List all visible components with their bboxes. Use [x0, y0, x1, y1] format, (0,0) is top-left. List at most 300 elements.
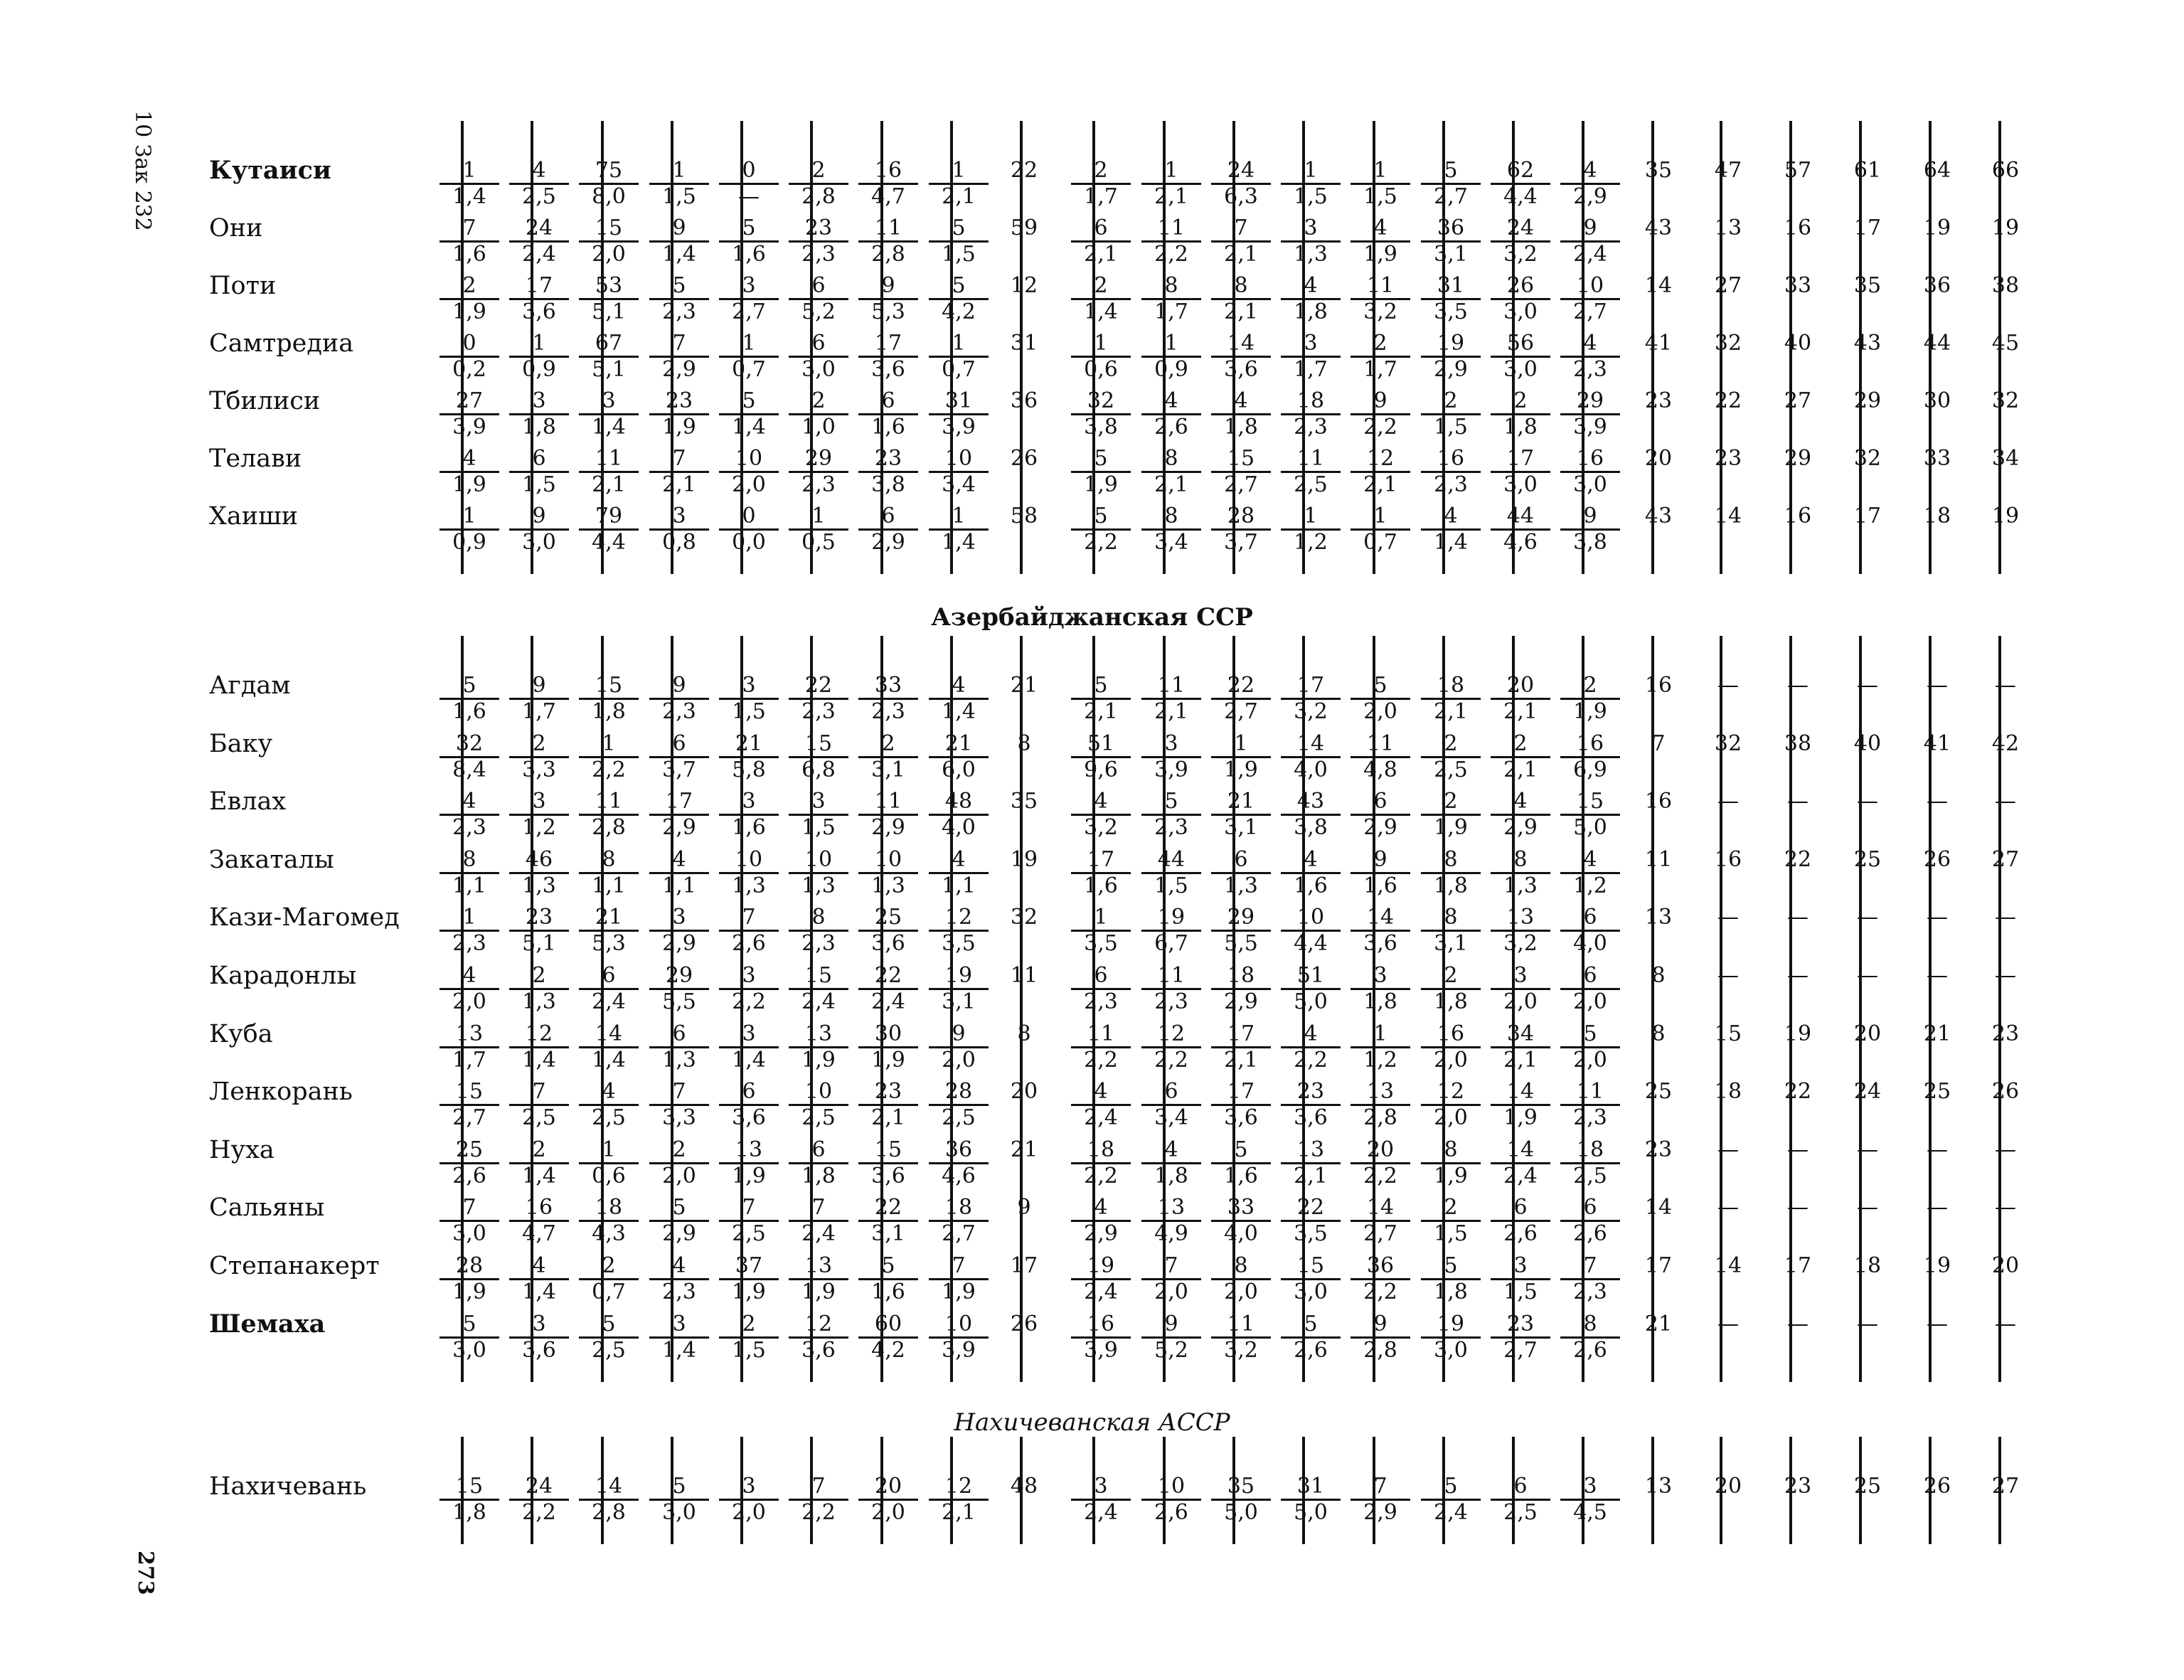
- table-cell: 29: [1784, 446, 1812, 471]
- cell-denominator: 1,4: [649, 1336, 709, 1364]
- fraction-cell: [509, 1080, 569, 1132]
- cell-numerator: 1: [602, 1137, 616, 1162]
- table-cell: —: [1995, 963, 2016, 988]
- cell-denominator: 2,6: [1141, 413, 1201, 441]
- fraction-cell: [1560, 964, 1620, 1016]
- cell-numerator: 19: [944, 963, 973, 988]
- fraction-cell: [1351, 274, 1410, 326]
- cell-numerator: 5: [1444, 1253, 1458, 1278]
- cell-numerator: 1: [952, 331, 966, 356]
- cell-numerator: 36: [1366, 1253, 1395, 1278]
- fraction-cell: [579, 1022, 639, 1074]
- fraction-cell: [1560, 331, 1620, 383]
- cell-numerator: 18: [1227, 963, 1255, 988]
- cell-denominator: 0,7: [719, 356, 779, 383]
- cell-denominator: 4,9: [1141, 1220, 1201, 1248]
- fraction-cell: [440, 216, 499, 268]
- fraction-cell: [440, 905, 499, 957]
- cell-numerator: 12: [944, 905, 973, 930]
- cell-numerator: 3: [742, 673, 756, 698]
- cell-denominator: 2,4: [1560, 240, 1620, 268]
- fraction-cell: [1421, 1080, 1481, 1132]
- fraction-cell: [1281, 905, 1341, 957]
- fraction-cell: [1281, 504, 1341, 556]
- cell-numerator: 10: [944, 446, 973, 471]
- cell-denominator: 2,3: [649, 298, 709, 326]
- fraction-cell: [1071, 732, 1131, 784]
- cell-numerator: 4: [1164, 1137, 1178, 1162]
- cell-numerator: 9: [672, 673, 686, 698]
- fraction-cell: [929, 1254, 989, 1306]
- cell-denominator: 2,5: [789, 1104, 848, 1132]
- cell-numerator: 10: [735, 446, 763, 471]
- cell-numerator: 29: [804, 446, 833, 471]
- cell-denominator: 3,7: [1211, 528, 1271, 556]
- fraction-cell: [1281, 389, 1341, 441]
- cell-numerator: 32: [1087, 388, 1115, 413]
- fraction-cell: [858, 732, 918, 784]
- cell-denominator: 1,9: [789, 1278, 848, 1306]
- fraction-cell: [649, 674, 709, 725]
- fraction-cell: [509, 674, 569, 725]
- fraction-cell: [1281, 159, 1341, 211]
- fraction-cell: [1281, 732, 1341, 784]
- cell-numerator: 4: [1513, 789, 1528, 814]
- cell-denominator: 2,1: [1141, 183, 1201, 211]
- cell-denominator: 3,0: [649, 1499, 709, 1526]
- cell-numerator: 20: [874, 1474, 902, 1499]
- fraction-cell: [1281, 1138, 1341, 1190]
- cell-numerator: 1: [1304, 504, 1318, 528]
- fraction-cell: [858, 159, 918, 211]
- fraction-cell: [649, 1080, 709, 1132]
- cell-denominator: 2,2: [1141, 1046, 1201, 1074]
- cell-denominator: 1,4: [1421, 528, 1481, 556]
- table-cell: 14: [1644, 1195, 1673, 1221]
- cell-denominator: 1,9: [440, 298, 499, 326]
- cell-numerator: 4: [1583, 158, 1597, 183]
- fraction-cell: [1141, 1254, 1201, 1306]
- cell-denominator: 3,0: [1281, 1278, 1341, 1306]
- cell-numerator: 13: [804, 1253, 833, 1278]
- fraction-cell: [1560, 447, 1620, 499]
- cell-numerator: 36: [944, 1137, 973, 1162]
- cell-denominator: 3,5: [1421, 298, 1481, 326]
- cell-denominator: 2,8: [1351, 1336, 1410, 1364]
- table-cell: 21: [1010, 1137, 1038, 1162]
- cell-denominator: 1,8: [1491, 413, 1550, 441]
- fraction-cell: [789, 1474, 848, 1526]
- cell-numerator: 18: [1087, 1137, 1115, 1162]
- cell-numerator: 2: [1513, 730, 1528, 756]
- cell-denominator: 1,5: [1421, 1220, 1481, 1248]
- cell-numerator: 3: [1513, 963, 1528, 988]
- cell-denominator: 1,1: [440, 872, 499, 900]
- table-cell: 32: [1991, 388, 2020, 413]
- cell-numerator: 17: [1227, 1079, 1255, 1105]
- fraction-cell: [929, 1474, 989, 1526]
- cell-numerator: 12: [1437, 1079, 1465, 1105]
- fraction-cell: [1281, 1474, 1341, 1526]
- cell-numerator: 6: [811, 273, 826, 298]
- table-cell: 20: [1853, 1021, 1882, 1046]
- cell-denominator: 2,3: [1281, 413, 1341, 441]
- fraction-cell: [929, 159, 989, 211]
- cell-denominator: 5,5: [1211, 930, 1271, 957]
- cell-numerator: 12: [525, 1021, 553, 1046]
- cell-numerator: 1: [1234, 730, 1248, 756]
- cell-denominator: 1,6: [1351, 872, 1410, 900]
- cell-denominator: 2,5: [579, 1104, 639, 1132]
- table-cell: 26: [1010, 446, 1038, 471]
- cell-numerator: 21: [595, 905, 623, 930]
- fraction-cell: [1141, 1312, 1201, 1364]
- cell-denominator: 1,5: [1141, 872, 1201, 900]
- cell-denominator: 4,4: [1281, 930, 1341, 957]
- cell-denominator: 4,0: [1211, 1220, 1271, 1248]
- fraction-cell: [1281, 331, 1341, 383]
- cell-denominator: 1,5: [719, 1336, 779, 1364]
- cell-numerator: 14: [1366, 905, 1395, 930]
- cell-numerator: 2: [462, 273, 476, 298]
- fraction-cell: [440, 848, 499, 900]
- fraction-cell: [1560, 1196, 1620, 1248]
- table-cell: 18: [1714, 1079, 1742, 1105]
- fraction-cell: [789, 504, 848, 556]
- cell-numerator: 46: [525, 846, 553, 872]
- cell-denominator: 2,6: [440, 1162, 499, 1190]
- cell-numerator: 9: [881, 273, 895, 298]
- cell-denominator: 2,2: [719, 988, 779, 1016]
- cell-denominator: 1,9: [719, 1278, 779, 1306]
- fraction-cell: [858, 504, 918, 556]
- cell-numerator: 6: [811, 1137, 826, 1162]
- cell-denominator: 8,0: [579, 183, 639, 211]
- fraction-cell: [579, 905, 639, 957]
- cell-numerator: 10: [1576, 273, 1604, 298]
- fraction-cell: [1071, 1254, 1131, 1306]
- fraction-cell: [1560, 504, 1620, 556]
- cell-numerator: 3: [532, 1311, 546, 1336]
- cell-denominator: 1,5: [789, 814, 848, 841]
- cell-denominator: 2,2: [1351, 1162, 1410, 1190]
- cell-numerator: 6: [881, 388, 895, 413]
- cell-numerator: 5: [1234, 1137, 1248, 1162]
- cell-numerator: 16: [525, 1195, 553, 1221]
- cell-numerator: 3: [1373, 963, 1387, 988]
- cell-denominator: 3,6: [509, 298, 569, 326]
- cell-denominator: 0,5: [789, 528, 848, 556]
- cell-numerator: 6: [1094, 216, 1108, 240]
- fraction-cell: [858, 1080, 918, 1132]
- cell-numerator: 17: [874, 331, 902, 356]
- cell-numerator: 17: [1296, 673, 1325, 698]
- fraction-cell: [858, 1138, 918, 1190]
- cell-numerator: 7: [811, 1195, 826, 1221]
- cell-numerator: 3: [742, 789, 756, 814]
- cell-denominator: 1,9: [1421, 1162, 1481, 1190]
- table-cell: 25: [1853, 1474, 1882, 1499]
- cell-denominator: 2,2: [1141, 240, 1201, 268]
- cell-denominator: 4,7: [509, 1220, 569, 1248]
- fraction-cell: [719, 848, 779, 900]
- cell-numerator: 7: [1164, 1253, 1178, 1278]
- fraction-cell: [858, 1474, 918, 1526]
- fraction-cell: [649, 1022, 709, 1074]
- table-cell: 35: [1853, 273, 1882, 298]
- table-cell: 66: [1991, 158, 2020, 183]
- cell-denominator: 3,8: [1281, 814, 1341, 841]
- table-cell: —: [1857, 1195, 1878, 1221]
- table-cell: 16: [1714, 846, 1742, 872]
- cell-denominator: 5,1: [579, 298, 639, 326]
- cell-numerator: 6: [742, 1079, 756, 1105]
- cell-numerator: 7: [1234, 216, 1248, 240]
- cell-denominator: 3,8: [1560, 528, 1620, 556]
- station-name: Карадонлы: [209, 962, 357, 990]
- cell-numerator: 6: [1094, 963, 1108, 988]
- cell-denominator: 4,2: [858, 1336, 918, 1364]
- cell-denominator: 2,9: [649, 930, 709, 957]
- cell-denominator: 2,0: [1491, 988, 1550, 1016]
- cell-numerator: 1: [1373, 158, 1387, 183]
- fraction-cell: [858, 331, 918, 383]
- cell-numerator: 5: [1164, 789, 1178, 814]
- cell-numerator: 9: [1164, 1311, 1178, 1336]
- cell-denominator: —: [719, 183, 779, 211]
- cell-denominator: 2,4: [509, 240, 569, 268]
- cell-numerator: 11: [874, 789, 902, 814]
- cell-numerator: 4: [1094, 1195, 1108, 1221]
- cell-denominator: 4,4: [579, 528, 639, 556]
- cell-denominator: 2,3: [649, 698, 709, 725]
- cell-numerator: 10: [1296, 905, 1325, 930]
- cell-denominator: 6,3: [1211, 183, 1271, 211]
- cell-numerator: 3: [1164, 730, 1178, 756]
- cell-denominator: 1,8: [1421, 988, 1481, 1016]
- cell-numerator: 7: [532, 1079, 546, 1105]
- cell-denominator: 3,9: [929, 413, 989, 441]
- cell-numerator: 1: [672, 158, 686, 183]
- cell-denominator: 1,8: [509, 413, 569, 441]
- cell-numerator: 1: [462, 905, 476, 930]
- fraction-cell: [440, 1138, 499, 1190]
- cell-numerator: 7: [462, 1195, 476, 1221]
- fraction-cell: [1560, 732, 1620, 784]
- cell-denominator: 4,4: [1491, 183, 1550, 211]
- cell-denominator: 2,0: [649, 1162, 709, 1190]
- cell-numerator: 4: [1094, 789, 1108, 814]
- fraction-cell: [1141, 964, 1201, 1016]
- table-cell: 32: [1714, 331, 1742, 356]
- cell-denominator: 2,0: [1141, 1278, 1201, 1306]
- table-cell: 57: [1784, 158, 1812, 183]
- fraction-cell: [440, 274, 499, 326]
- fraction-cell: [719, 1474, 779, 1526]
- fraction-cell: [1421, 447, 1481, 499]
- table-cell: 25: [1853, 846, 1882, 872]
- cell-numerator: 13: [1366, 1079, 1395, 1105]
- cell-numerator: 17: [1506, 446, 1535, 471]
- cell-denominator: 1,9: [1071, 471, 1131, 499]
- cell-denominator: 2,2: [1071, 528, 1131, 556]
- cell-denominator: 2,2: [1071, 1046, 1131, 1074]
- cell-denominator: 2,2: [789, 1499, 848, 1526]
- cell-numerator: 5: [742, 216, 756, 240]
- cell-denominator: 2,3: [649, 1278, 709, 1306]
- station-name: Хаиши: [209, 502, 298, 531]
- cell-denominator: 2,3: [440, 930, 499, 957]
- table-cell: —: [1927, 963, 1948, 988]
- cell-numerator: 4: [1444, 504, 1458, 528]
- fraction-cell: [929, 905, 989, 957]
- cell-numerator: 16: [1437, 446, 1465, 471]
- cell-denominator: 2,1: [858, 1104, 918, 1132]
- table-cell: 23: [1644, 1137, 1673, 1162]
- fraction-cell: [789, 732, 848, 784]
- cell-denominator: 2,3: [1560, 356, 1620, 383]
- fraction-cell: [1071, 159, 1131, 211]
- fraction-cell: [440, 331, 499, 383]
- fraction-cell: [509, 732, 569, 784]
- cell-denominator: 2,4: [858, 988, 918, 1016]
- cell-denominator: 3,2: [1491, 930, 1550, 957]
- cell-denominator: 1,0: [789, 413, 848, 441]
- cell-numerator: 9: [1373, 388, 1387, 413]
- cell-denominator: 2,1: [1211, 1046, 1271, 1074]
- cell-numerator: 8: [1583, 1311, 1597, 1336]
- fraction-cell: [440, 504, 499, 556]
- table-cell: 38: [1991, 273, 2020, 298]
- fraction-cell: [649, 1138, 709, 1190]
- fraction-cell: [1141, 905, 1201, 957]
- fraction-cell: [440, 1196, 499, 1248]
- cell-numerator: 7: [672, 1079, 686, 1105]
- cell-numerator: 12: [944, 1474, 973, 1499]
- fraction-cell: [1281, 848, 1341, 900]
- cell-numerator: 2: [532, 963, 546, 988]
- fraction-cell: [1421, 1474, 1481, 1526]
- cell-denominator: 2,3: [789, 471, 848, 499]
- fraction-cell: [1071, 964, 1131, 1016]
- cell-denominator: 0,7: [579, 1278, 639, 1306]
- table-cell: 43: [1644, 216, 1673, 240]
- fraction-cell: [1211, 905, 1271, 957]
- cell-numerator: 2: [1373, 331, 1387, 356]
- fraction-cell: [1141, 1196, 1201, 1248]
- fraction-cell: [509, 159, 569, 211]
- table-cell: —: [1995, 905, 2016, 930]
- fraction-cell: [579, 790, 639, 841]
- cell-numerator: 3: [602, 388, 616, 413]
- fraction-cell: [1491, 159, 1550, 211]
- fraction-cell: [1071, 1080, 1131, 1132]
- fraction-cell: [789, 159, 848, 211]
- cell-denominator: 1,4: [509, 1162, 569, 1190]
- cell-denominator: 1,9: [929, 1278, 989, 1306]
- cell-numerator: 2: [881, 730, 895, 756]
- fraction-cell: [1351, 964, 1410, 1016]
- cell-denominator: 2,0: [1351, 698, 1410, 725]
- fraction-cell: [789, 674, 848, 725]
- cell-denominator: 1,8: [440, 1499, 499, 1526]
- cell-denominator: 2,6: [1560, 1220, 1620, 1248]
- cell-numerator: 22: [1296, 1195, 1325, 1221]
- table-cell: 24: [1853, 1079, 1882, 1105]
- cell-denominator: 1,3: [649, 1046, 709, 1074]
- cell-denominator: 2,9: [649, 1220, 709, 1248]
- cell-numerator: 5: [1094, 446, 1108, 471]
- fraction-cell: [1141, 848, 1201, 900]
- cell-numerator: 27: [455, 388, 484, 413]
- fraction-cell: [1421, 674, 1481, 725]
- fraction-cell: [1351, 389, 1410, 441]
- cell-numerator: 31: [1296, 1474, 1325, 1499]
- cell-denominator: 4,0: [1560, 930, 1620, 957]
- cell-numerator: 16: [1576, 730, 1604, 756]
- table-cell: —: [1857, 673, 1878, 698]
- fraction-cell: [1141, 790, 1201, 841]
- cell-numerator: 11: [1157, 963, 1186, 988]
- fraction-cell: [1491, 274, 1550, 326]
- cell-numerator: 4: [1164, 388, 1178, 413]
- fraction-cell: [440, 1474, 499, 1526]
- fraction-cell: [579, 1474, 639, 1526]
- cell-denominator: 6,9: [1560, 756, 1620, 784]
- fraction-cell: [440, 1254, 499, 1306]
- cell-numerator: 53: [595, 273, 623, 298]
- cell-numerator: 7: [1583, 1253, 1597, 1278]
- fraction-cell: [858, 389, 918, 441]
- cell-denominator: 0,2: [440, 356, 499, 383]
- fraction-cell: [509, 216, 569, 268]
- cell-denominator: 2,7: [1351, 1220, 1410, 1248]
- fraction-cell: [1071, 905, 1131, 957]
- table-cell: 19: [1923, 216, 1951, 240]
- cell-denominator: 3,0: [440, 1336, 499, 1364]
- cell-denominator: 1,2: [1351, 1046, 1410, 1074]
- cell-numerator: 21: [944, 730, 973, 756]
- fraction-cell: [929, 964, 989, 1016]
- cell-numerator: 1: [1164, 331, 1178, 356]
- fraction-cell: [1491, 331, 1550, 383]
- cell-denominator: 3,6: [719, 1104, 779, 1132]
- table-cell: 26: [1923, 846, 1951, 872]
- cell-numerator: 44: [1157, 846, 1186, 872]
- fraction-cell: [579, 389, 639, 441]
- table-cell: 8: [1017, 1021, 1031, 1046]
- fraction-cell: [789, 1138, 848, 1190]
- cell-denominator: 1,4: [579, 413, 639, 441]
- cell-denominator: 1,2: [509, 814, 569, 841]
- fraction-cell: [1421, 1312, 1481, 1364]
- cell-numerator: 1: [1164, 158, 1178, 183]
- table-cell: 19: [1991, 504, 2020, 528]
- fraction-cell: [1281, 1312, 1341, 1364]
- table-cell: 45: [1991, 331, 2020, 356]
- fraction-cell: [1211, 274, 1271, 326]
- cell-numerator: 25: [874, 905, 902, 930]
- cell-numerator: 5: [1444, 1474, 1458, 1499]
- table-cell: 34: [1991, 446, 2020, 471]
- cell-denominator: 4,3: [579, 1220, 639, 1248]
- cell-numerator: 5: [881, 1253, 895, 1278]
- cell-numerator: 2: [532, 1137, 546, 1162]
- cell-numerator: 11: [1296, 446, 1325, 471]
- cell-numerator: 4: [1304, 846, 1318, 872]
- cell-denominator: 2,0: [1560, 988, 1620, 1016]
- fraction-cell: [509, 1022, 569, 1074]
